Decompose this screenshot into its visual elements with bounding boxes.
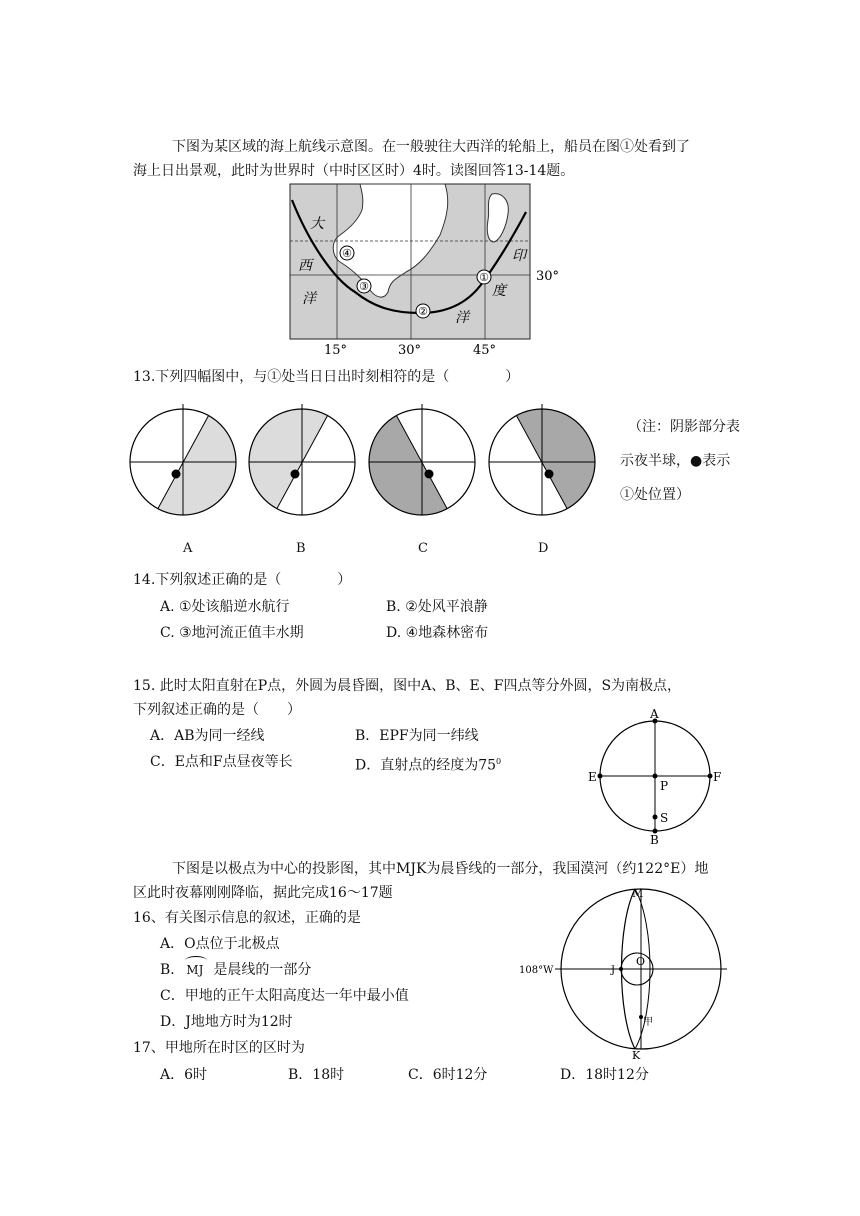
intro16-line-1: 下图是以极点为中心的投影图，其中MJK为晨昏线的一部分，我国漠河（约122°E）地 <box>172 861 709 877</box>
q14-option-b: B. ②处风平浪静 <box>386 599 488 615</box>
q15-option-d-wrap <box>355 751 501 777</box>
q15-option-c: C．E点和F点昼夜等长 <box>150 754 293 770</box>
map-label-da: 大 <box>310 216 324 232</box>
q16-option-b-prefix: B． <box>160 962 185 978</box>
lat-label: 30° <box>536 269 560 284</box>
q15-option-a: A．AB为同一经线 <box>150 728 265 744</box>
figure-b <box>235 400 355 525</box>
q14-option-c: C. ③地河流正值丰水期 <box>160 625 304 641</box>
lon-label-45: 45° <box>473 343 497 358</box>
lon-label-15: 15° <box>324 343 348 358</box>
intro-line-2: 海上日出景观，此时为世界时（中时区区时）4时。读图回答13-14题。 <box>133 163 575 179</box>
q16-label-o: O <box>636 955 646 968</box>
q13-note-3: ①处位置） <box>620 487 690 503</box>
q14-option-d: D. ④地森林密布 <box>386 625 489 641</box>
q16-label-lon: 108°W <box>519 965 554 976</box>
arc-mark-icon <box>185 956 207 965</box>
q16-polar-diagram <box>515 885 735 1060</box>
q17-option-a: A．6时 <box>160 1067 208 1083</box>
q15-line-1: 15. 此时太阳直射在P点，外圆为晨昏圈，图中A、B、E、F四点等分外圆，S为南极点， <box>133 678 682 694</box>
q17-option-d: D．18时12分 <box>560 1067 649 1083</box>
q17-stem: 17、甲地所在时区的区时为 <box>133 1040 305 1056</box>
marker-4: ④ <box>342 247 352 260</box>
q16-option-d: D．J地地方时为12时 <box>160 1014 293 1030</box>
map-label-xi: 西 <box>298 258 312 274</box>
map-label-yang2: 洋 <box>455 310 469 326</box>
q13-label-b: B <box>296 541 306 556</box>
marker-3: ③ <box>359 280 369 293</box>
q13-option-figures <box>125 400 605 525</box>
q17-option-c: C．6时12分 <box>408 1067 488 1083</box>
q13-label-d: D <box>538 541 549 556</box>
q13-label-c: C <box>418 541 428 556</box>
q16-option-b-row <box>160 959 311 981</box>
q17-option-b: B．18时 <box>288 1067 345 1083</box>
q13-note-1: （注：阴影部分表 <box>628 419 740 435</box>
figure-a <box>130 400 255 525</box>
q16-label-k: K <box>632 1049 641 1060</box>
q16-label-j: J <box>611 965 616 976</box>
q16-option-c: C．甲地的正午太阳高度达一年中最小值 <box>160 988 409 1004</box>
map-label-yin: 印 <box>512 248 526 264</box>
marker-1: ① <box>479 271 489 284</box>
q15-label-a: A <box>650 707 659 721</box>
intro16-line-2: 区此时夜幕刚刚降临，据此完成16～17题 <box>133 885 393 901</box>
q15-diagram <box>585 705 725 845</box>
q15-label-f: F <box>713 770 722 784</box>
map-label-yang1: 洋 <box>302 291 316 307</box>
q16-arc-mj <box>186 959 203 981</box>
q15-label-p: P <box>660 779 669 793</box>
q16-label-m: M <box>632 887 644 900</box>
figure-c <box>355 400 475 525</box>
q14-option-a: A. ①处该船逆水航行 <box>160 599 290 615</box>
q16-arc-label: MJ <box>186 963 204 977</box>
q13-stem: 13.下列四幅图中，与①处当日日出时刻相符的是（ ） <box>133 369 520 385</box>
q15-label-s: S <box>660 811 669 825</box>
q15-label-b: B <box>650 833 659 845</box>
q13-note-2: 示夜半球，●表示 <box>620 453 731 469</box>
map-label-du: 度 <box>492 283 506 299</box>
q16-option-b-text: 是晨线的一部分 <box>213 962 312 978</box>
q15-label-e: E <box>588 770 597 784</box>
sea-route-map <box>280 180 580 360</box>
figure-d <box>489 400 605 525</box>
q15-option-b: B．EPF为同一纬线 <box>355 728 479 744</box>
q16-label-jia: 甲 <box>643 1017 653 1028</box>
q14-stem: 14.下列叙述正确的是（ ） <box>133 572 352 588</box>
q15-option-d-sup: 0 <box>496 757 502 766</box>
q13-label-a: A <box>183 541 193 556</box>
marker-2: ② <box>418 305 428 318</box>
q16-stem: 16、有关图示信息的叙述，正确的是 <box>133 910 361 926</box>
q16-option-a: A．O点位于北极点 <box>160 936 280 952</box>
lon-label-30: 30° <box>398 343 422 358</box>
q15-line-2: 下列叙述正确的是（ ） <box>133 702 301 718</box>
q15-option-d: D．直射点的经度为75 <box>355 757 497 774</box>
intro-line-1: 下图为某区域的海上航线示意图。在一般驶往大西洋的轮船上，船员在图①处看到了 <box>172 139 690 155</box>
